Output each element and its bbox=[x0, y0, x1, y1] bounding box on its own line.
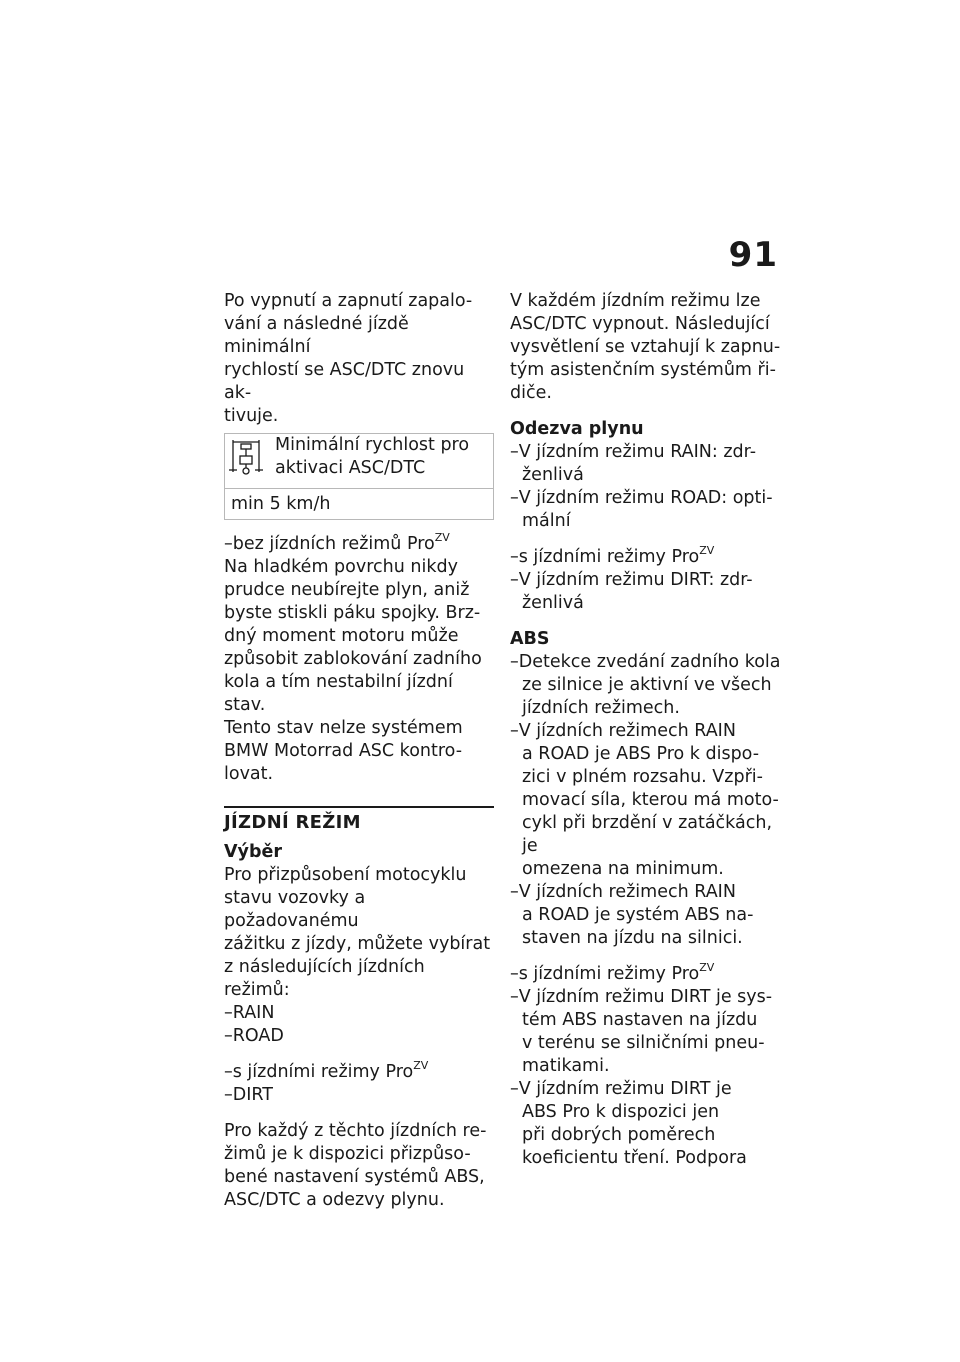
intro-line: vání a následné jízdě minimální bbox=[224, 314, 409, 357]
note-line: lovat. bbox=[224, 764, 274, 784]
right-column bbox=[510, 290, 785, 1170]
option-marker: ZV bbox=[434, 531, 450, 544]
list-item: –V jízdním režimu RAIN: zdr- ženlivá bbox=[510, 442, 757, 485]
body-line: Pro každý z těchto jízdních re- bbox=[224, 1121, 487, 1141]
throttle-heading: Odezva plynu bbox=[510, 419, 644, 439]
body-line: ASC/DTC a odezvy plynu. bbox=[224, 1190, 445, 1210]
spec-title-line: aktivaci ASC/DTC bbox=[275, 458, 426, 478]
intro-line: tým asistenčním systémům ři- bbox=[510, 360, 776, 380]
body-line: bené nastavení systémů ABS, bbox=[224, 1167, 485, 1187]
list-item: –V jízdních režimech RAIN a ROAD je ABS Pro k dispo- zici v plném rozsahu. Vzpři- movací síla, kterou má moto- cykl při brzdění v zatáčkách, je omezena na minimum. bbox=[510, 721, 779, 879]
pro-label: –s jízdními režimy Pro$^{ZV}$ bbox=[510, 961, 715, 984]
body-line: z následujících jízdních režimů: bbox=[224, 957, 425, 1000]
intro-line: diče. bbox=[510, 383, 552, 403]
intro-line: Po vypnutí a zapnutí zapalo- bbox=[224, 291, 473, 311]
body-line: stavu vozovky a požadovanému bbox=[224, 888, 366, 931]
pro-label: –s jízdními režimy Pro$^{ZV}$ bbox=[224, 1059, 429, 1082]
body-line: Pro přizpůsobení motocyklu bbox=[224, 865, 467, 885]
spec-title-line: Minimální rychlost pro bbox=[275, 435, 470, 455]
spec-table bbox=[224, 433, 494, 520]
spec-header bbox=[225, 434, 493, 489]
note-line: Na hladkém povrchu nikdy bbox=[224, 557, 458, 577]
body-line: žimů je k dispozici přizpůso- bbox=[224, 1144, 471, 1164]
mode-item: –RAIN bbox=[224, 1003, 275, 1023]
list-item: –V jízdním režimu DIRT je ABS Pro k dispozici jen při dobrých poměrech koeficientu tření. Podpora bbox=[510, 1079, 747, 1168]
list-item: –V jízdním režimu ROAD: opti- mální bbox=[510, 488, 773, 531]
note-line: kola a tím nestabilní jízdní stav. bbox=[224, 672, 453, 715]
list-item: –V jízdním režimu DIRT: zdr- ženlivá bbox=[510, 570, 753, 613]
page-number: 91 bbox=[728, 235, 778, 275]
note-line: Tento stav nelze systémem bbox=[224, 718, 463, 738]
option-marker: ZV bbox=[699, 544, 715, 557]
mode-item: –DIRT bbox=[224, 1085, 273, 1105]
note-line: byste stiskli páku spojky. Brz- bbox=[224, 603, 481, 623]
spec-title bbox=[267, 434, 469, 480]
abs-heading: ABS bbox=[510, 629, 550, 649]
intro-line: V každém jízdním režimu lze bbox=[510, 291, 761, 311]
intro-line: rychlostí se ASC/DTC znovu ak- bbox=[224, 360, 465, 403]
section-divider bbox=[224, 806, 494, 834]
note-heading: –bez jízdních režimů Pro$^{ZV}$ bbox=[224, 531, 450, 554]
spec-value: min 5 km/h bbox=[231, 494, 331, 514]
intro-line: ASC/DTC vypnout. Následující bbox=[510, 314, 770, 334]
list-item: –V jízdních režimech RAIN a ROAD je systém ABS na- staven na jízdu na silnici. bbox=[510, 882, 754, 948]
option-marker: ZV bbox=[413, 1059, 429, 1072]
left-column bbox=[224, 290, 494, 1212]
note-line: dný moment motoru může bbox=[224, 626, 459, 646]
note-line: prudce neubírejte plyn, aniž bbox=[224, 580, 470, 600]
list-item: –V jízdním režimu DIRT je sys- tém ABS nastaven na jízdu v terénu se silničními pneu- matikami. bbox=[510, 987, 773, 1076]
option-marker: ZV bbox=[699, 961, 715, 974]
mode-item: –ROAD bbox=[224, 1026, 284, 1046]
note-line: způsobit zablokování zadního bbox=[224, 649, 482, 669]
list-item: –Detekce zvedání zadního kola ze silnice je aktivní ve všech jízdních režimech. bbox=[510, 652, 781, 718]
subheading: Výběr bbox=[224, 842, 282, 862]
note-line: BMW Motorrad ASC kontro- bbox=[224, 741, 463, 761]
pro-label: –s jízdními režimy Pro$^{ZV}$ bbox=[510, 544, 715, 567]
body-line: zážitku z jízdy, můžete vybírat bbox=[224, 934, 491, 954]
section-title: JÍZDNÍ REŽIM bbox=[224, 812, 361, 833]
spark-plug-gauge-icon bbox=[225, 434, 267, 478]
intro-line: tivuje. bbox=[224, 406, 279, 426]
intro-line: vysvětlení se vztahují k zapnu- bbox=[510, 337, 781, 357]
